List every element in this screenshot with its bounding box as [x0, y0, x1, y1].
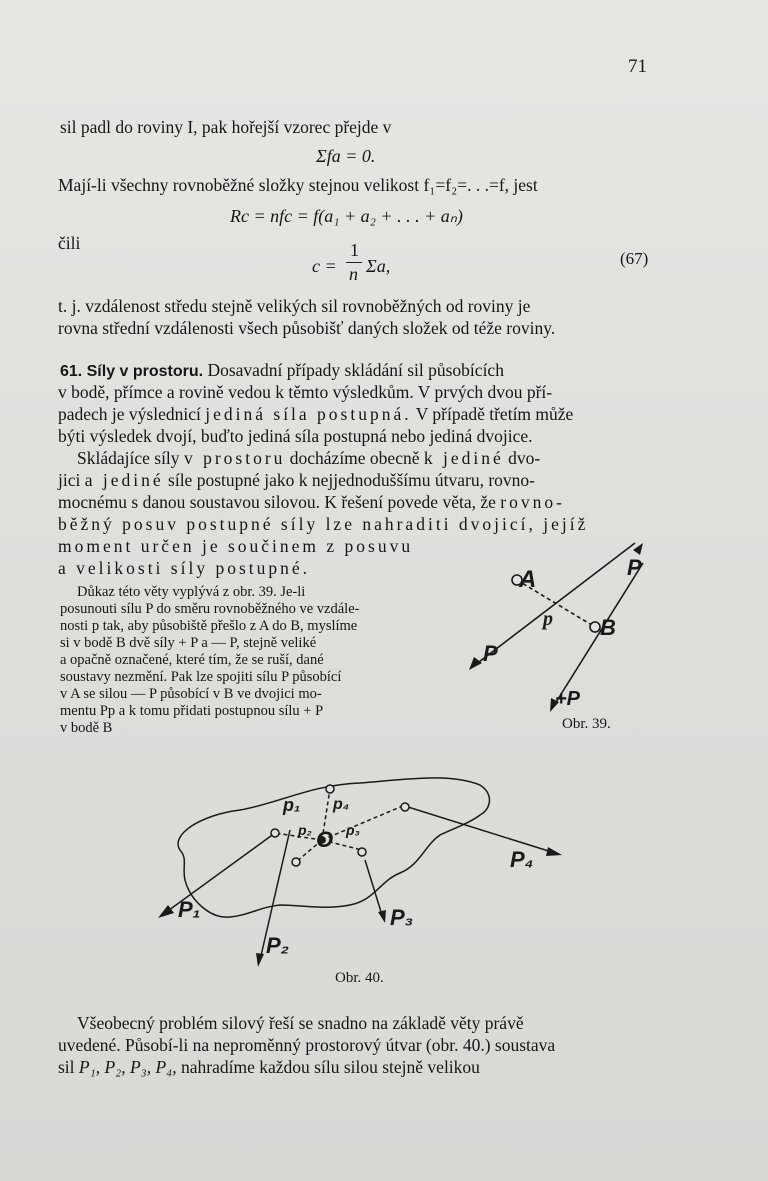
- label-p4-lever: p₄: [333, 796, 350, 813]
- label-p-distance: p: [543, 608, 553, 630]
- label-p2-lever: p₂: [298, 822, 312, 838]
- formula-c-numerator: 1: [350, 240, 359, 260]
- label-force-p4: P₄: [510, 847, 534, 872]
- text-line: v bodě, přímce a rovině vedou k těmto výsledkům. V prvých dvou pří-: [58, 382, 553, 402]
- point-b-circle: [590, 622, 600, 632]
- arrowhead-p1: [158, 905, 174, 918]
- spaced-emphasis: k jediné: [423, 448, 504, 468]
- point-circle-3: [358, 848, 366, 856]
- text-span: síle postupné jako k nejjednoduššímu útvaru, rovno-: [163, 470, 535, 490]
- text-line-cili: čili: [58, 233, 81, 253]
- page-number: 71: [628, 56, 647, 77]
- proof-line: Důkaz této věty vyplývá z obr. 39. Je-li: [77, 584, 306, 600]
- arrowhead-p4: [546, 847, 562, 856]
- point-circle-2: [292, 858, 300, 866]
- label-force-p3: P₃: [390, 905, 414, 930]
- text-line: [58, 1057, 480, 1078]
- text-line: [77, 448, 540, 469]
- text-line-emphasis: a velikosti síly postupné.: [58, 558, 311, 578]
- text-span: Všeobecný problém silový řeší se snadno na základě věty: [77, 1013, 485, 1033]
- point-circle-4: [401, 803, 409, 811]
- proof-line: mentu Pp a k tomu přidati postupnou sílu + P: [60, 703, 324, 719]
- text-line: [58, 404, 573, 425]
- arrowhead-left: [469, 657, 482, 670]
- text-line-emphasis: moment určen je součinem z posuvu: [58, 536, 414, 556]
- text-line: [58, 492, 565, 513]
- equation-number: (67): [620, 249, 649, 268]
- formula-c-rhs: Σa,: [366, 256, 391, 276]
- point-circle-1: [271, 829, 279, 837]
- section-number: 61.: [60, 363, 83, 380]
- figure-40-caption: Obr. 40.: [335, 970, 384, 986]
- text-line: uvedené. Působí-li na neproměnný prostorový útvar (obr. 40.) soustava: [58, 1035, 556, 1055]
- proof-line: v bodě B: [60, 720, 113, 736]
- label-force-p1: P₁: [178, 897, 201, 922]
- arrowhead-top: [633, 543, 643, 555]
- text-line: Mají-li všechny rovnoběžné složky stejnou velikost f₁=f₂=. . .=f, jest: [58, 175, 538, 195]
- proof-line: posunouti sílu P do směru rovnoběžného ve vzdále-: [60, 601, 360, 617]
- text-span: jici: [58, 470, 85, 490]
- text-span: padech je výslednicí: [58, 404, 206, 424]
- label-b: B: [600, 615, 616, 640]
- text-span: dvo-: [503, 448, 541, 468]
- label-origin: O: [316, 827, 334, 852]
- formula-rc: Rc = nfc = f(a₁ + a₂ + . . . + aₙ): [230, 206, 463, 226]
- text-span: Skládajíce síly: [77, 448, 184, 468]
- text-span: mocnému s danou soustavou silovou. K řešení povede věta, že: [58, 492, 501, 512]
- figure-39-caption: Obr. 39.: [562, 716, 611, 732]
- text-line: [58, 470, 535, 491]
- formula-c-denominator: n: [349, 264, 358, 284]
- formula-c-lhs: c =: [312, 256, 337, 276]
- point-circle-top: [326, 785, 334, 793]
- text-line-emphasis: běžný posuv postupné síly lze nahraditi dvojicí, jejíž: [58, 514, 589, 534]
- spaced-emphasis: v prostoru: [183, 448, 286, 468]
- label-p-top: P: [627, 555, 642, 580]
- proof-line: soustavy nezmění. Pak lze spojiti sílu P působící: [60, 669, 342, 685]
- label-p1-lever: p₁: [283, 795, 301, 815]
- formula-sum: Σfa = 0.: [316, 146, 376, 166]
- spaced-emphasis: jediná síla postupná.: [205, 404, 412, 424]
- text-line: sil padl do roviny I, pak hořejší vzorec přejde v: [60, 117, 392, 137]
- proof-line: a opačně označené, které tím, že se ruší, dané: [60, 652, 324, 668]
- spaced-emphasis: a jediné: [84, 470, 164, 490]
- section-text: Dosavadní případy skládání sil působících: [207, 360, 504, 380]
- text-span: právě: [484, 1013, 524, 1033]
- spaced-emphasis: rovno-: [500, 492, 565, 512]
- text-line: býti výsledek dvojí, buďto jediná síla postupná nebo jediná dvojice.: [58, 426, 533, 446]
- section-heading-line: [60, 360, 504, 381]
- proof-line: v A se silou — P působící v B ve dvojici mo-: [60, 686, 322, 702]
- text-span: nahradíme každou sílu silou stejně velikou: [176, 1057, 480, 1077]
- text-span: sil: [58, 1057, 79, 1077]
- label-a: A: [519, 566, 537, 593]
- label-force-p2: P₂: [266, 933, 290, 958]
- text-line: t. j. vzdálenost středu stejně velikých sil rovnoběžných od roviny je: [58, 296, 531, 316]
- label-p3-lever: p₃: [346, 822, 360, 838]
- proof-line: nosti p tak, aby působiště přešlo z A do B, myslíme: [60, 618, 358, 634]
- figure-40: [150, 755, 600, 980]
- text-line: rovna střední vzdálenosti všech působišť daných složek od téže roviny.: [58, 318, 556, 338]
- text-span: V případě třetím může: [411, 404, 574, 424]
- fraction-bar: [346, 262, 362, 263]
- text-span: docházíme obecně: [285, 448, 424, 468]
- figure-39: [455, 535, 665, 720]
- proof-line: si v bodě B dvě síly + P a — P, stejně veliké: [60, 635, 317, 651]
- label-p-left: P: [483, 641, 498, 666]
- label-p-bottom: +P: [555, 688, 581, 710]
- arrowhead-p3: [378, 910, 386, 923]
- force-line-b: [553, 563, 643, 707]
- text-line: [77, 1013, 524, 1034]
- force-list: P₁, P₂, P₃, P₄,: [78, 1057, 177, 1077]
- section-title: Síly v prostoru.: [86, 363, 204, 380]
- force-line-a: [475, 543, 635, 665]
- arrowhead-p2: [256, 953, 264, 967]
